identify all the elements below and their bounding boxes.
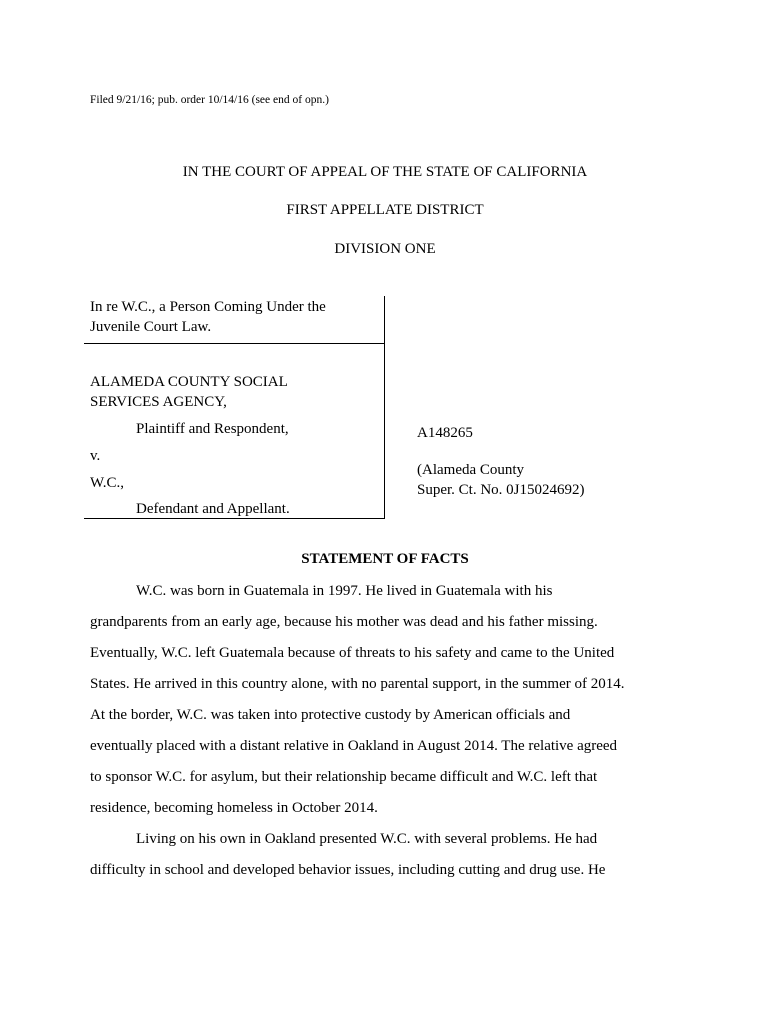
county-line-1: (Alameda County	[417, 462, 525, 478]
case-number: A148265	[417, 425, 473, 441]
in-re-line-2: Juvenile Court Law.	[90, 319, 212, 335]
body-line: eventually placed with a distant relative in Oakland in August 2014. The relative agreed	[90, 738, 618, 754]
caption-divider	[84, 343, 384, 344]
body-line: residence, becoming homeless in October 2014.	[90, 800, 378, 816]
case-caption-box	[84, 296, 385, 519]
appellate-district: FIRST APPELLATE DISTRICT	[286, 202, 484, 218]
respondent-role: Plaintiff and Respondent,	[136, 421, 289, 437]
versus: v.	[90, 448, 101, 464]
superior-court-number: Super. Ct. No. 0J15024692)	[417, 482, 585, 498]
respondent-name-line-1: ALAMEDA COUNTY SOCIAL	[90, 374, 288, 390]
body-line: Eventually, W.C. left Guatemala because of threats to his safety and came to the United	[90, 645, 615, 661]
filing-note: Filed 9/21/16; pub. order 10/14/16 (see end of opn.)	[90, 94, 329, 106]
body-line: W.C. was born in Guatemala in 1997. He lived in Guatemala with his	[136, 583, 553, 599]
division: DIVISION ONE	[334, 241, 436, 257]
body-line: States. He arrived in this country alone, with no parental support, in the summer of 2014.	[90, 676, 625, 692]
court-name: IN THE COURT OF APPEAL OF THE STATE OF CALIFORNIA	[182, 164, 588, 180]
section-heading: STATEMENT OF FACTS	[301, 551, 469, 567]
respondent-name-line-2: SERVICES AGENCY,	[90, 394, 227, 410]
body-line: difficulty in school and developed behavior issues, including cutting and drug use. He	[90, 862, 606, 878]
appellant-name: W.C.,	[90, 475, 125, 491]
body-line: At the border, W.C. was taken into protective custody by American officials and	[90, 707, 571, 723]
body-line: to sponsor W.C. for asylum, but their relationship became difficult and W.C. left that	[90, 769, 598, 785]
body-line: Living on his own in Oakland presented W.C. with several problems. He had	[136, 831, 598, 847]
body-line: grandparents from an early age, because his mother was dead and his father missing.	[90, 614, 598, 630]
appellant-role: Defendant and Appellant.	[136, 501, 290, 517]
in-re-line-1: In re W.C., a Person Coming Under the	[90, 299, 326, 315]
